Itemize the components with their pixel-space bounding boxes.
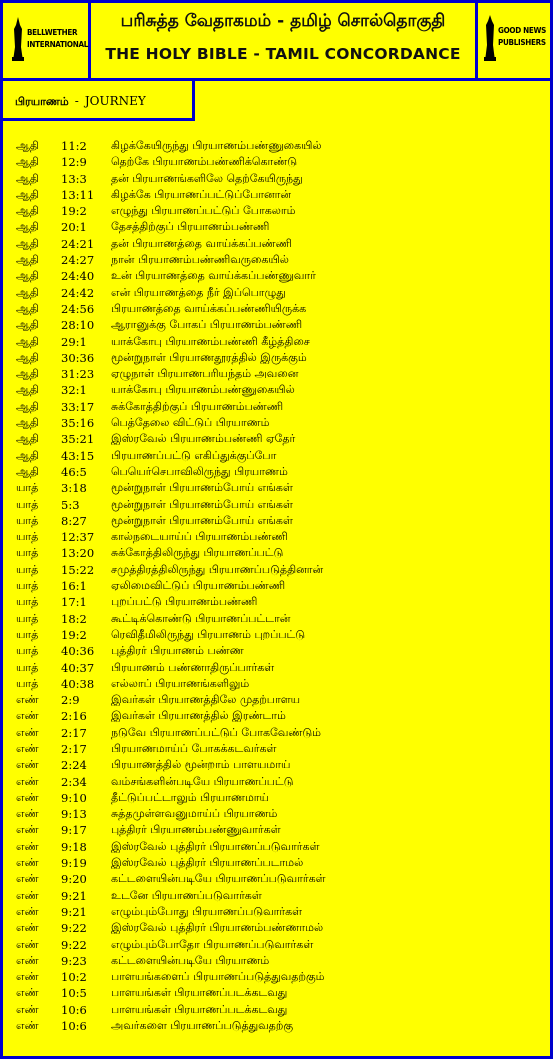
entry-reference: 2:9 [61, 693, 80, 708]
entry-book: ஆதி [16, 236, 39, 250]
list-item [3, 757, 550, 773]
list-item [3, 285, 550, 301]
title-tamil: பரிசுத்த வேதாகமம் - தமிழ் சொல்தொகுதி [120, 11, 446, 31]
entry-text: எல்லாப் பிரயாணங்களிலும் [111, 676, 250, 690]
entry-text: கட்டளையின்படியே பிரயாணப்படுவார்கள் [111, 872, 326, 886]
entry-text: எழுந்து பிரயாணப்பட்டுப் போகலாம் [111, 204, 296, 218]
entry-book: ஆதி [16, 464, 39, 478]
entry-book: ஆதி [16, 383, 39, 397]
entry-text: பிரயாணப்பட்டு எகிப்துக்குப்போ [111, 448, 277, 462]
entry-text: கிழக்கேயிருந்து பிரயாணம்பண்ணுகையில் [111, 139, 322, 152]
entry-reference: 43:15 [61, 448, 95, 463]
entry-reference: 32:1 [61, 383, 87, 398]
concordance-list [3, 138, 550, 1034]
entry-reference: 20:1 [61, 220, 87, 235]
title-box [91, 3, 475, 81]
list-item [3, 741, 550, 757]
list-item [3, 985, 550, 1001]
entry-reference: 9:17 [61, 823, 87, 838]
entry-text: சுக்கோத்திற்குப் பிரயாணம்பண்ணி [111, 399, 284, 413]
bellwether-logo [3, 3, 91, 81]
entry-book: ஆதி [16, 204, 39, 218]
topic-tamil: பிரயாணம் [15, 95, 69, 108]
entry-text: யாக்கோபு பிரயாணம்பண்ணி கீழ்த்திசை [111, 334, 310, 348]
entry-reference: 10:2 [61, 970, 87, 985]
entry-reference: 35:16 [61, 416, 95, 431]
entry-reference: 9:10 [61, 790, 87, 805]
entry-reference: 9:19 [61, 856, 87, 871]
entry-reference: 24:21 [61, 236, 95, 251]
entry-reference: 2:16 [61, 709, 87, 724]
entry-book: எண் [16, 970, 39, 984]
entry-reference: 9:18 [61, 839, 87, 854]
entry-reference: 9:23 [61, 953, 87, 968]
entry-text: எழும்பும்போது பிரயாணப்படுவார்கள் [111, 904, 303, 918]
entry-text: என் பிரயாணத்தை நீர் இப்பொழுது [111, 285, 286, 299]
entry-text: கிழக்கே பிரயாணப்பட்டுப்போனான் [111, 187, 292, 201]
bellwether-figure-icon [11, 17, 25, 61]
list-item [3, 969, 550, 985]
left-logo-line-2: INTERNATIONAL [27, 40, 89, 49]
entry-reference: 31:23 [61, 367, 95, 382]
list-item [3, 382, 550, 398]
list-item [3, 562, 550, 578]
entry-reference: 5:3 [61, 497, 80, 512]
entry-book: எண் [16, 774, 39, 788]
list-item [3, 415, 550, 431]
list-item [3, 366, 550, 382]
list-item [3, 350, 550, 366]
entry-book: எண் [16, 725, 39, 739]
entry-text: மூன்றுநாள் பிரயாணம்போய் எங்கள் [111, 497, 293, 511]
entry-reference: 10:5 [61, 986, 87, 1001]
list-item [3, 643, 550, 659]
entry-text: மூன்றுநாள் பிரயாணம்போய் எங்கள் [111, 513, 293, 527]
entry-book: எண் [16, 872, 39, 886]
list-item [3, 317, 550, 333]
entry-text: தன் பிரயாணத்தை வாய்க்கப்பண்ணி [111, 236, 292, 250]
entry-book: ஆதி [16, 334, 39, 348]
entry-text: பெயெர்செபாவிலிருந்து பிரயாணம் [111, 464, 288, 478]
entry-reference: 15:22 [61, 562, 95, 577]
entry-text: பிரயாணமாய்ப் போகக்கடவர்கள் [111, 741, 277, 755]
entry-reference: 9:22 [61, 921, 87, 936]
entry-reference: 13:3 [61, 171, 87, 186]
entry-reference: 9:21 [61, 888, 87, 903]
list-item [3, 953, 550, 969]
entry-reference: 24:56 [61, 301, 95, 316]
entry-text: வம்சங்களின்படியே பிரயாணப்பட்டு [111, 774, 294, 788]
entry-reference: 17:1 [61, 595, 87, 610]
entry-reference: 19:2 [61, 627, 87, 642]
entry-book: எண் [16, 904, 39, 918]
entry-book: ஆதி [16, 253, 39, 267]
entry-reference: 9:22 [61, 937, 87, 952]
entry-book: ஆதி [16, 269, 39, 283]
entry-reference: 11:2 [61, 139, 87, 153]
entry-reference: 24:27 [61, 253, 95, 268]
entry-reference: 18:2 [61, 611, 87, 626]
topic-english: JOURNEY [84, 94, 146, 108]
entry-book: யாத் [16, 595, 39, 609]
entry-text: பாளயங்கள் பிரயாணப்படக்கடவது [111, 986, 288, 1000]
list-item [3, 154, 550, 170]
list-item [3, 301, 550, 317]
entry-book: எண் [16, 921, 39, 935]
entry-text: சமுத்திரத்திலிருந்து பிரயாணப்படுத்தினான் [111, 562, 324, 576]
entry-book: யாத் [16, 497, 39, 511]
entry-reference: 16:1 [61, 579, 87, 594]
entry-book: எண் [16, 807, 39, 821]
entry-text: பிரயாணம் பண்ணாதிருப்பார்கள் [111, 660, 275, 674]
list-item [3, 774, 550, 790]
entry-reference: 10:6 [61, 1002, 87, 1017]
entry-reference: 40:38 [61, 676, 95, 691]
entry-text: இவர்கள் பிரயாணத்திலே முதற்பாளய [111, 693, 301, 707]
list-item [3, 888, 550, 904]
entry-book: எண் [16, 758, 39, 772]
entry-book: ஆதி [16, 187, 39, 201]
list-item [3, 545, 550, 561]
right-logo-line-2: PUBLISHERS [498, 38, 546, 47]
list-item [3, 464, 550, 480]
entry-book: எண் [16, 1002, 39, 1016]
entry-book: எண் [16, 1019, 39, 1033]
entry-text: மூன்றுநாள் பிரயாணதூரத்தில் இருக்கும் [111, 350, 307, 364]
topic-separator: - [74, 94, 79, 108]
list-item [3, 904, 550, 920]
entry-book: யாத் [16, 546, 39, 560]
entry-text: மூன்றுநாள் பிரயாணம்போய் எங்கள் [111, 481, 293, 495]
entry-text: இஸ்ரவேல் புத்திரர் பிரயாணப்படாமல் [111, 856, 304, 870]
list-item [3, 806, 550, 822]
entry-text: ஏழுநாள் பிரயாணபரியந்தம் அவனை [111, 367, 299, 381]
entry-text: பாளயங்கள் பிரயாணப்படக்கடவது [111, 1002, 288, 1016]
list-item [3, 138, 550, 154]
entry-text: பிரயாணத்தை வாய்க்கப்பண்ணியிருக்க [111, 301, 307, 315]
list-item [3, 1018, 550, 1034]
list-item [3, 219, 550, 235]
list-item [3, 725, 550, 741]
list-item [3, 611, 550, 627]
list-item [3, 480, 550, 496]
entry-book: எண் [16, 953, 39, 967]
entry-text: இஸ்ரவேல் புத்திரர் பிரயாணம்பண்ணாமல் [111, 921, 324, 935]
list-item [3, 790, 550, 806]
list-item [3, 236, 550, 252]
entry-text: இஸ்ரவேல் புத்திரர் பிரயாணப்படுவார்கள் [111, 839, 320, 853]
list-item [3, 268, 550, 284]
entry-reference: 10:6 [61, 1019, 87, 1034]
list-item [3, 822, 550, 838]
entry-book: எண் [16, 856, 39, 870]
entry-book: ஆதி [16, 399, 39, 413]
entry-text: பாளயங்களைப் பிரயாணப்படுத்துவதற்கும் [111, 970, 325, 984]
title-english: THE HOLY BIBLE - TAMIL CONCORDANCE [105, 45, 461, 63]
list-item [3, 497, 550, 513]
entry-book: ஆதி [16, 171, 39, 185]
entry-text: புறப்பட்டு பிரயாணம்பண்ணி [111, 595, 258, 609]
entry-book: யாத் [16, 676, 39, 690]
entry-text: புத்திரர் பிரயாணம் பண்ண [111, 644, 244, 658]
entry-reference: 40:37 [61, 660, 95, 675]
entry-text: ஆரானுக்கு போகப் பிரயாணம்பண்ணி [111, 318, 303, 332]
entry-text: பெத்தேலை விட்டுப் பிரயாணம் [111, 416, 270, 430]
entry-reference: 40:36 [61, 644, 95, 659]
entry-book: எண் [16, 839, 39, 853]
entry-book: ஆதி [16, 318, 39, 332]
entry-reference: 30:36 [61, 350, 95, 365]
entry-book: ஆதி [16, 220, 39, 234]
entry-book: ஆதி [16, 367, 39, 381]
topic-heading [3, 81, 195, 121]
entry-text: தெற்கே பிரயாணம்பண்ணிக்கொண்டு [111, 155, 298, 169]
list-item [3, 334, 550, 350]
entry-book: எண் [16, 888, 39, 902]
entry-book: எண் [16, 790, 39, 804]
entry-book: யாத் [16, 513, 39, 527]
list-item [3, 171, 550, 187]
entry-reference: 24:40 [61, 269, 95, 284]
entry-reference: 9:21 [61, 904, 87, 919]
entry-text: புத்திரர் பிரயாணம்பண்ணுவார்கள் [111, 823, 281, 837]
entry-book: எண் [16, 823, 39, 837]
entry-reference: 13:11 [61, 187, 95, 202]
entry-text: சுத்தமுள்ளவனுமாய்ப் பிரயாணம் [111, 807, 278, 821]
entry-text: உடனே பிரயாணப்படுவார்கள் [111, 888, 262, 902]
entry-reference: 13:20 [61, 546, 95, 561]
entry-text: கால்நடையாய்ப் பிரயாணம்பண்ணி [111, 530, 288, 544]
entry-book: ஆதி [16, 432, 39, 446]
list-item [3, 660, 550, 676]
entry-reference: 29:1 [61, 334, 87, 349]
list-item [3, 1002, 550, 1018]
list-item [3, 513, 550, 529]
list-item [3, 627, 550, 643]
entry-text: கூட்டிக்கொண்டு பிரயாணப்பட்டான் [111, 611, 291, 625]
entry-text: தீட்டுப்பட்டாலும் பிரயாணமாய் [111, 790, 269, 804]
entry-book: யாத் [16, 660, 39, 674]
entry-text: சுக்கோத்திலிருந்து பிரயாணப்பட்டு [111, 546, 284, 560]
entry-text: இவர்கள் பிரயாணத்தில் இரண்டாம் [111, 709, 286, 723]
entry-reference: 8:27 [61, 513, 87, 528]
entry-book: ஆதி [16, 350, 39, 364]
entry-reference: 28:10 [61, 318, 95, 333]
entry-text: பிரயாணத்தில் மூன்றாம் பாளயமாய் [111, 758, 291, 772]
list-item [3, 529, 550, 545]
list-item [3, 448, 550, 464]
entry-book: யாத் [16, 627, 39, 641]
entry-book: யாத் [16, 562, 39, 576]
left-logo-line-1: BELLWETHER [27, 28, 78, 37]
list-item [3, 920, 550, 936]
entry-book: ஆதி [16, 416, 39, 430]
good-news-logo [475, 3, 550, 81]
entry-book: யாத் [16, 611, 39, 625]
entry-text: இஸ்ரவேல் பிரயாணம்பண்ணி ஏதேர் [111, 432, 296, 446]
list-item [3, 431, 550, 447]
list-item [3, 692, 550, 708]
entry-book: ஆதி [16, 155, 39, 169]
entry-text: நான் பிரயாணம்பண்ணிவருகையில் [111, 253, 289, 267]
entry-book: எண் [16, 937, 39, 951]
page-header [3, 3, 550, 81]
entry-text: கட்டளையின்படியே பிரயாணம் [111, 953, 270, 967]
entry-reference: 46:5 [61, 464, 87, 479]
entry-reference: 9:13 [61, 807, 87, 822]
right-logo-line-1: GOOD NEWS [498, 26, 546, 35]
entry-reference: 35:21 [61, 432, 95, 447]
list-item [3, 252, 550, 268]
entry-text: உன் பிரயாணத்தை வாய்க்கப்பண்ணுவார் [111, 269, 316, 283]
list-item [3, 594, 550, 610]
entry-reference: 9:20 [61, 872, 87, 887]
entry-text: தேசத்திற்குப் பிரயாணம்பண்ணி [111, 220, 270, 234]
entry-text: யாக்கோபு பிரயாணம்பண்ணுகையில் [111, 383, 295, 397]
entry-reference: 12:9 [61, 155, 87, 170]
list-item [3, 578, 550, 594]
entry-reference: 3:18 [61, 481, 87, 496]
entry-book: எண் [16, 709, 39, 723]
entry-reference: 12:37 [61, 530, 95, 545]
list-item [3, 871, 550, 887]
entry-text: அவர்களை பிரயாணப்படுத்துவதற்கு [111, 1019, 294, 1033]
entry-book: ஆதி [16, 139, 39, 152]
entry-reference: 33:17 [61, 399, 95, 414]
entry-book: எண் [16, 986, 39, 1000]
entry-text: நடுவே பிரயாணப்பட்டுப் போகவேண்டும் [111, 725, 322, 739]
list-item [3, 187, 550, 203]
entry-book: யாத் [16, 481, 39, 495]
entry-reference: 2:24 [61, 758, 87, 773]
entry-book: யாத் [16, 644, 39, 658]
good-news-figure-icon [484, 15, 496, 61]
entry-reference: 2:34 [61, 774, 87, 789]
entry-reference: 2:17 [61, 725, 87, 740]
entry-book: எண் [16, 741, 39, 755]
list-item [3, 203, 550, 219]
entry-text: ரெவிதீமிலிருந்து பிரயாணம் புறப்பட்டு [111, 627, 306, 641]
entry-book: ஆதி [16, 448, 39, 462]
entry-reference: 2:17 [61, 741, 87, 756]
list-item [3, 708, 550, 724]
entry-book: ஆதி [16, 301, 39, 315]
entry-book: எண் [16, 693, 39, 707]
entry-text: தன் பிரயாணங்களிலே தெற்கேயிருந்து [111, 171, 303, 185]
list-item [3, 855, 550, 871]
entry-text: ஏலிமைவிட்டுப் பிரயாணம்பண்ணி [111, 579, 286, 593]
entry-reference: 19:2 [61, 204, 87, 219]
list-item [3, 937, 550, 953]
entry-book: யாத் [16, 530, 39, 544]
list-item [3, 676, 550, 692]
entry-book: யாத் [16, 579, 39, 593]
entry-reference: 24:42 [61, 285, 95, 300]
entry-book: ஆதி [16, 285, 39, 299]
list-item [3, 839, 550, 855]
list-item [3, 399, 550, 415]
entry-text: எழும்பும்போதோ பிரயாணப்படுவார்கள் [111, 937, 314, 951]
